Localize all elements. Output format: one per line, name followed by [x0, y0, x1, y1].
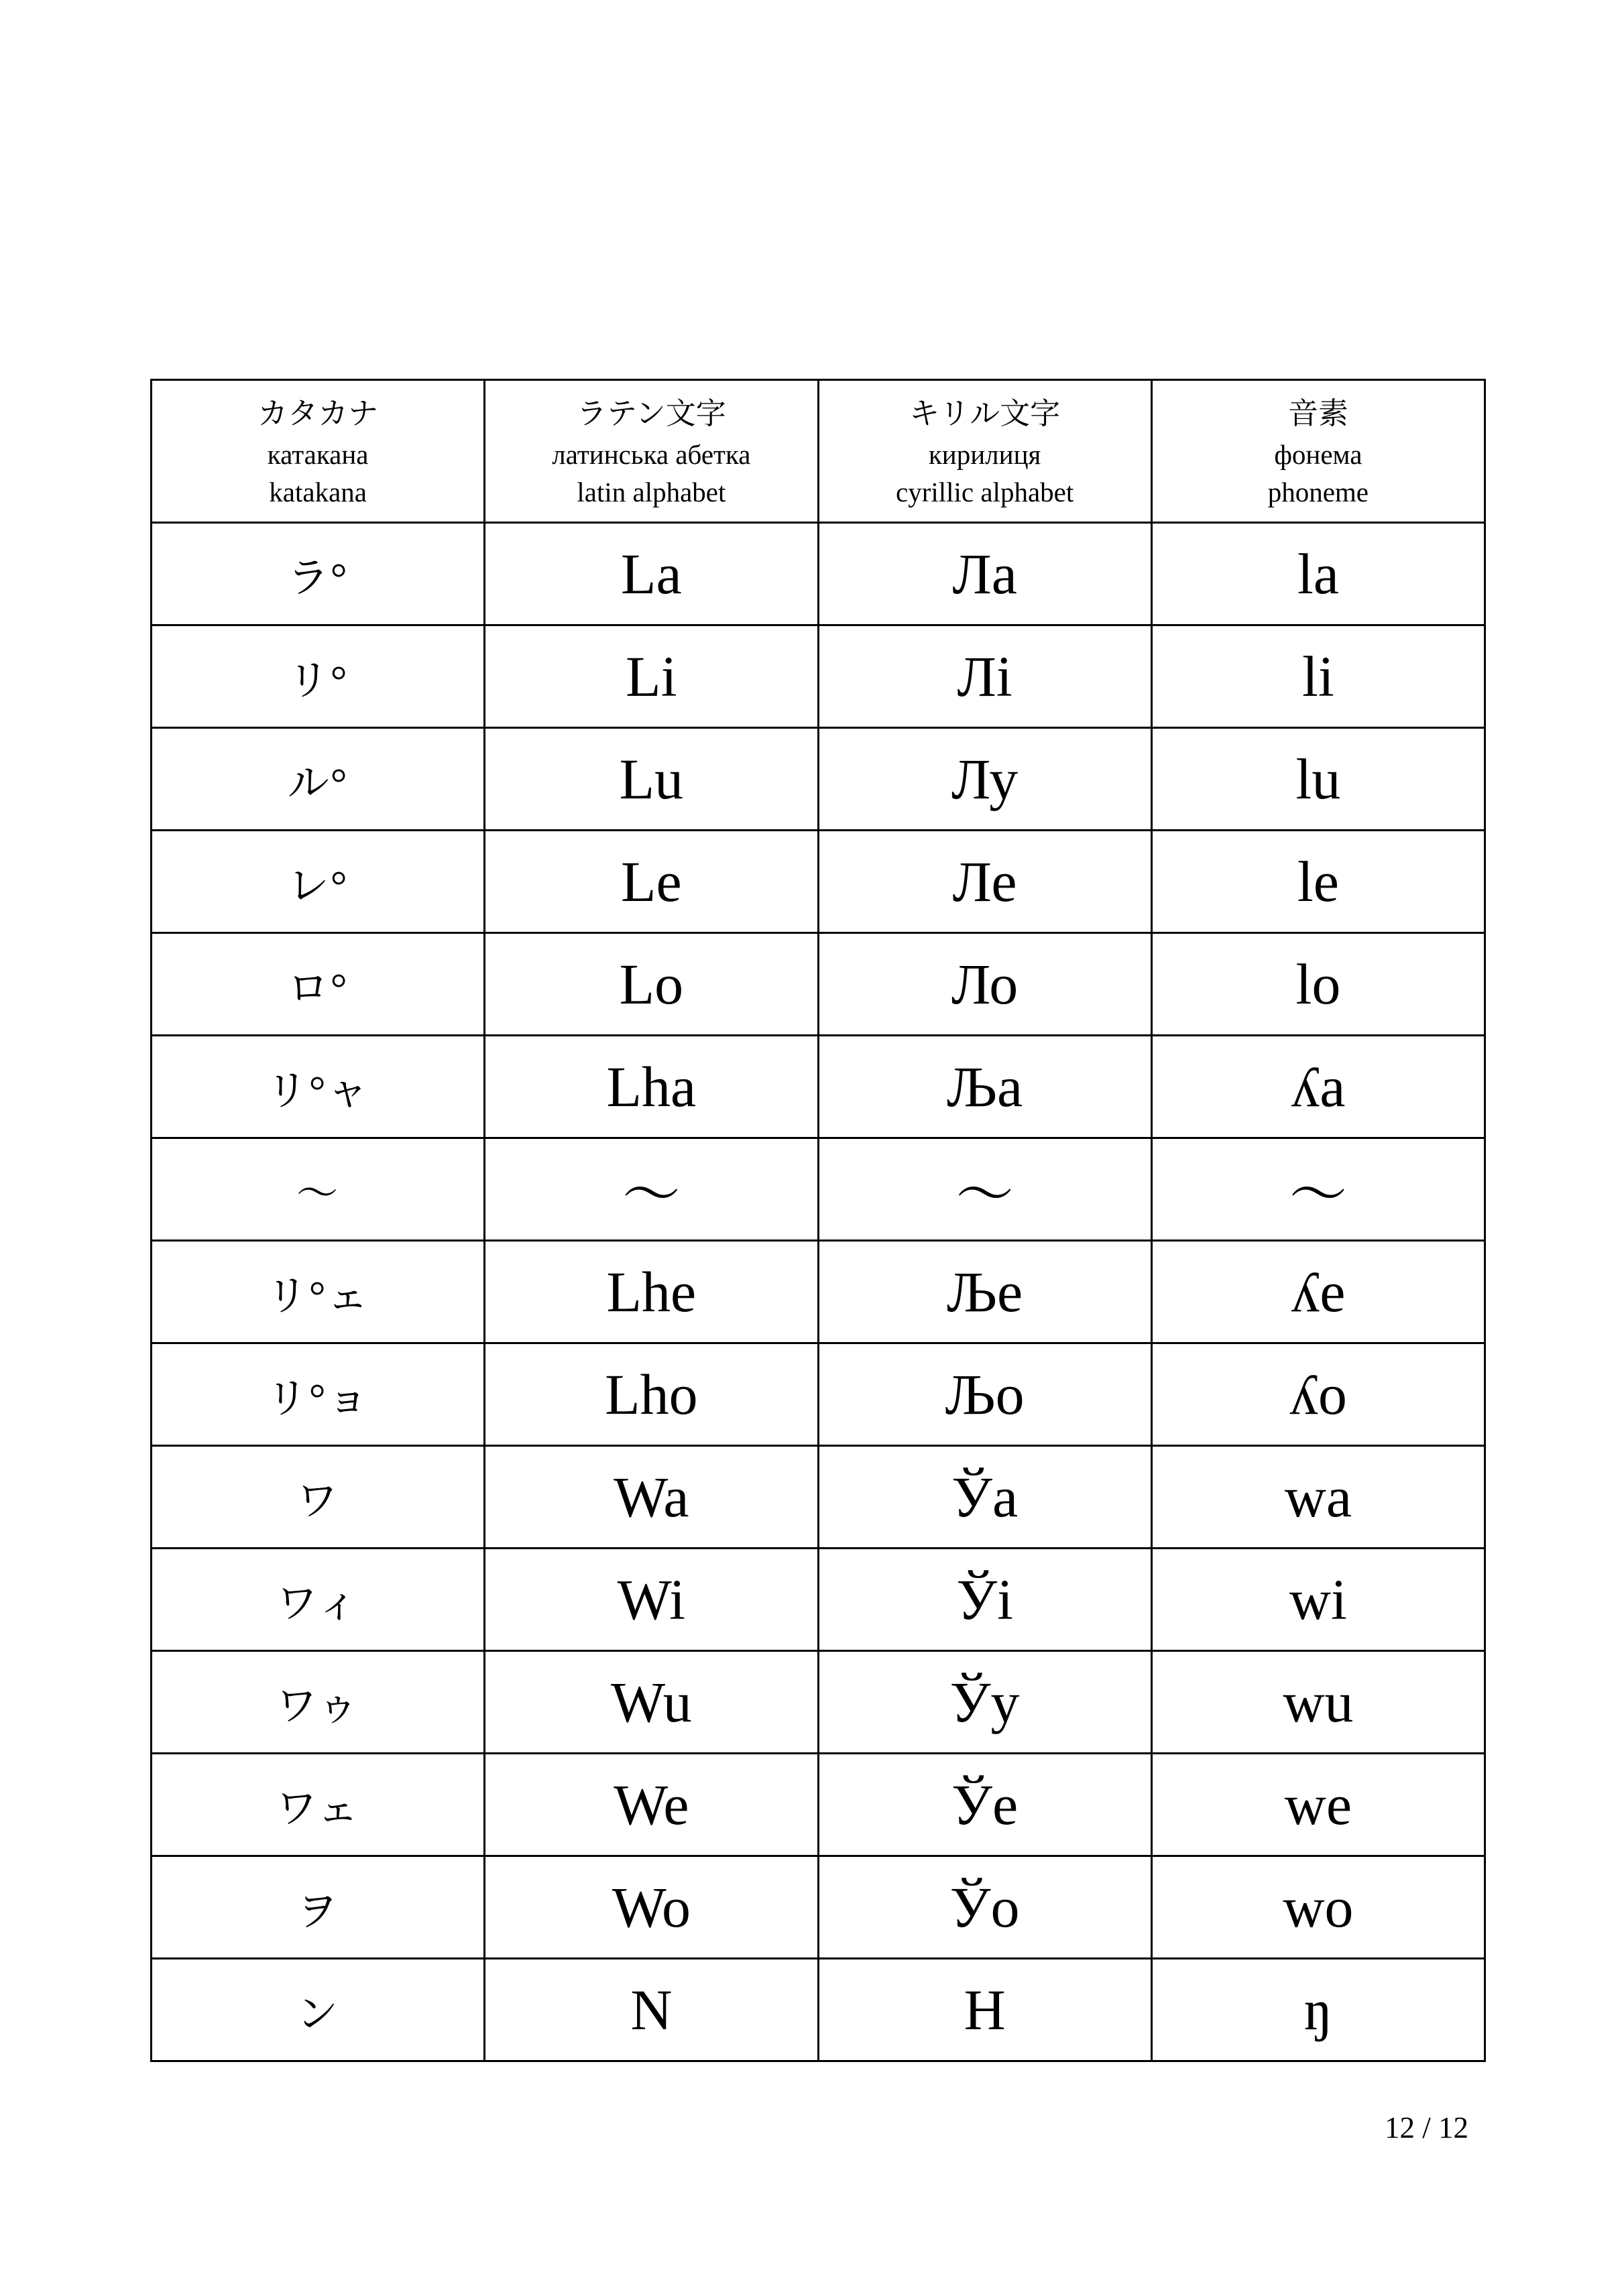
table-row — [152, 933, 1485, 1036]
table-row-separator — [152, 1138, 1485, 1241]
cell-cyrillic: Љо — [818, 1343, 1151, 1446]
katakana-correspondence-table — [150, 379, 1486, 2062]
table-row — [152, 523, 1485, 625]
table-row — [152, 1036, 1485, 1138]
cell-latin: Li — [485, 625, 818, 728]
cell-katakana: リ°ャ — [152, 1036, 485, 1138]
cell-phoneme: wa — [1151, 1446, 1485, 1549]
cell-cyrillic: Ла — [818, 523, 1151, 625]
cell-cyrillic: Лу — [818, 728, 1151, 831]
cell-katakana: レ° — [152, 831, 485, 933]
header-cyrillic-ja: キリル文字 — [909, 397, 1061, 430]
cell-latin: Wu — [485, 1651, 818, 1754]
cell-latin: Le — [485, 831, 818, 933]
cell-latin: La — [485, 523, 818, 625]
column-header-latin — [485, 380, 818, 523]
cell-phoneme: la — [1151, 523, 1485, 625]
header-phoneme-en: phoneme — [1267, 477, 1369, 507]
table-row — [152, 1651, 1485, 1754]
header-latin-ja: ラテン文字 — [576, 397, 726, 430]
cell-latin: Lho — [485, 1343, 818, 1446]
cell-cyrillic: Ља — [818, 1036, 1151, 1138]
cell-katakana: ワゥ — [152, 1651, 485, 1754]
cell-latin: N — [485, 1959, 818, 2061]
header-phoneme-ja: 音素 — [1287, 397, 1348, 430]
table-row — [152, 831, 1485, 933]
cell-latin: Lu — [485, 728, 818, 831]
cell-katakana: ラ° — [152, 523, 485, 625]
column-header-cyrillic — [818, 380, 1151, 523]
cell-phoneme: ～ — [1151, 1138, 1485, 1241]
column-header-phoneme — [1151, 380, 1485, 523]
cell-phoneme: ʎa — [1151, 1036, 1485, 1138]
cell-latin: ～ — [485, 1138, 818, 1241]
cell-cyrillic: Ўа — [818, 1446, 1151, 1549]
cell-phoneme: ʎe — [1151, 1241, 1485, 1343]
cell-latin: Wo — [485, 1856, 818, 1959]
cell-cyrillic: Ўе — [818, 1754, 1151, 1856]
cell-katakana: リ° — [152, 625, 485, 728]
cell-katakana: リ°ェ — [152, 1241, 485, 1343]
header-katakana-en: katakana — [269, 477, 367, 507]
page-number: 12 / 12 — [1384, 2111, 1468, 2144]
cell-katakana: リ°ョ — [152, 1343, 485, 1446]
cell-phoneme: we — [1151, 1754, 1485, 1856]
header-katakana-uk: катакана — [267, 439, 369, 470]
cell-katakana: ロ° — [152, 933, 485, 1036]
cell-cyrillic: Ло — [818, 933, 1151, 1036]
cell-phoneme: le — [1151, 831, 1485, 933]
cell-cyrillic: Н — [818, 1959, 1151, 2061]
table-row — [152, 1754, 1485, 1856]
cell-cyrillic: Лі — [818, 625, 1151, 728]
table-header-row — [152, 380, 1485, 523]
cell-cyrillic: ～ — [818, 1138, 1151, 1241]
table-row — [152, 1446, 1485, 1549]
cell-latin: Wa — [485, 1446, 818, 1549]
cell-latin: Lo — [485, 933, 818, 1036]
cell-katakana: ワ — [152, 1446, 485, 1549]
table-row — [152, 625, 1485, 728]
header-cyrillic-en: cyrillic alphabet — [896, 477, 1074, 507]
cell-katakana: ワィ — [152, 1549, 485, 1651]
cell-katakana: ヲ — [152, 1856, 485, 1959]
cell-latin: Lha — [485, 1036, 818, 1138]
header-katakana-ja: カタカナ — [257, 397, 379, 430]
cell-latin: Wi — [485, 1549, 818, 1651]
cell-phoneme: ŋ — [1151, 1959, 1485, 2061]
cell-latin: Lhe — [485, 1241, 818, 1343]
cell-phoneme: wo — [1151, 1856, 1485, 1959]
table-row — [152, 1241, 1485, 1343]
table-row — [152, 728, 1485, 831]
cell-phoneme: ʎo — [1151, 1343, 1485, 1446]
cell-phoneme: li — [1151, 625, 1485, 728]
table-row — [152, 1856, 1485, 1959]
cell-katakana: ン — [152, 1959, 485, 2061]
header-phoneme-uk: фонема — [1274, 439, 1362, 470]
cell-cyrillic: Ле — [818, 831, 1151, 933]
cell-katakana: ～ — [152, 1138, 485, 1241]
cell-latin: We — [485, 1754, 818, 1856]
cell-cyrillic: Ўу — [818, 1651, 1151, 1754]
cell-cyrillic: Ўо — [818, 1856, 1151, 1959]
cell-phoneme: lo — [1151, 933, 1485, 1036]
cell-cyrillic: Ље — [818, 1241, 1151, 1343]
cell-katakana: ワェ — [152, 1754, 485, 1856]
table-row — [152, 1343, 1485, 1446]
table-row — [152, 1549, 1485, 1651]
cell-phoneme: wu — [1151, 1651, 1485, 1754]
header-latin-uk: латинська абетка — [552, 439, 751, 470]
cell-cyrillic: Ўі — [818, 1549, 1151, 1651]
header-cyrillic-uk: кирилиця — [928, 439, 1041, 470]
cell-phoneme: wi — [1151, 1549, 1485, 1651]
cell-phoneme: lu — [1151, 728, 1485, 831]
cell-katakana: ル° — [152, 728, 485, 831]
column-header-katakana — [152, 380, 485, 523]
header-latin-en: latin alphabet — [577, 477, 726, 507]
table-row — [152, 1959, 1485, 2061]
